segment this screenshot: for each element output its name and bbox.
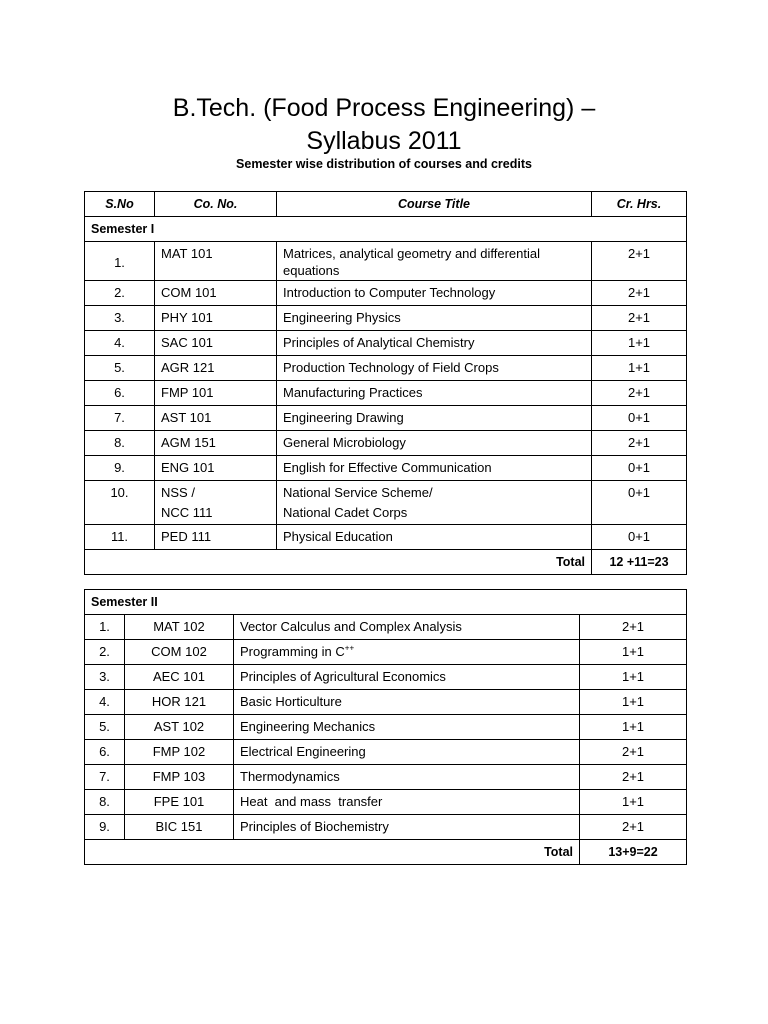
table-row bbox=[85, 740, 687, 765]
row-course-title: General Microbiology bbox=[277, 431, 592, 456]
total-value: 12 +11=23 bbox=[592, 550, 687, 575]
table-row bbox=[85, 431, 687, 456]
row-course-title: Vector Calculus and Complex Analysis bbox=[234, 615, 580, 640]
row-sno: 4. bbox=[85, 331, 155, 356]
header-course-no: Co. No. bbox=[155, 192, 277, 217]
row-course-no: AGR 121 bbox=[155, 356, 277, 381]
document-subtitle: Semester wise distribution of courses and credits bbox=[236, 157, 532, 171]
row-course-title bbox=[277, 481, 592, 525]
row-course-no: FMP 102 bbox=[125, 740, 234, 765]
row-course-no: SAC 101 bbox=[155, 331, 277, 356]
row-credits: 0+1 bbox=[592, 456, 687, 481]
row-course-no-line1: NSS / bbox=[161, 485, 195, 500]
table-row bbox=[85, 525, 687, 550]
row-sno: 9. bbox=[85, 815, 125, 840]
table-row bbox=[85, 331, 687, 356]
header-credit-hours: Cr. Hrs. bbox=[592, 192, 687, 217]
table-row bbox=[85, 356, 687, 381]
total-value: 13+9=22 bbox=[580, 840, 687, 865]
table-row bbox=[85, 615, 687, 640]
row-course-no-line2: NCC 111 bbox=[161, 505, 213, 520]
table-row bbox=[85, 306, 687, 331]
row-course-no: AST 101 bbox=[155, 406, 277, 431]
row-course-title: Production Technology of Field Crops bbox=[277, 356, 592, 381]
row-sno: 5. bbox=[85, 356, 155, 381]
row-course-title-superscript: ++ bbox=[344, 643, 355, 653]
row-course-no: AEC 101 bbox=[125, 665, 234, 690]
row-course-no: BIC 151 bbox=[125, 815, 234, 840]
row-sno: 3. bbox=[85, 306, 155, 331]
semester-heading-row bbox=[85, 590, 687, 615]
semester-1-table bbox=[84, 191, 687, 575]
row-credits: 2+1 bbox=[580, 740, 687, 765]
table-row bbox=[85, 481, 687, 525]
row-sno: 3. bbox=[85, 665, 125, 690]
table-row bbox=[85, 406, 687, 431]
header-sno: S.No bbox=[85, 192, 155, 217]
table-row bbox=[85, 815, 687, 840]
row-credits: 2+1 bbox=[580, 615, 687, 640]
row-course-title-text: Programming in C bbox=[240, 644, 345, 659]
row-sno: 10. bbox=[85, 481, 155, 525]
row-sno: 1. bbox=[85, 615, 125, 640]
total-row bbox=[85, 550, 687, 575]
row-course-title bbox=[234, 640, 580, 665]
row-course-title: Principles of Analytical Chemistry bbox=[277, 331, 592, 356]
row-course-title: Physical Education bbox=[277, 525, 592, 550]
row-sno: 6. bbox=[85, 381, 155, 406]
row-course-title: Heat and mass transfer bbox=[234, 790, 580, 815]
row-course-title: Basic Horticulture bbox=[234, 690, 580, 715]
semester-2-label: Semester II bbox=[85, 590, 687, 615]
row-course-no: FMP 101 bbox=[155, 381, 277, 406]
row-course-title: Engineering Physics bbox=[277, 306, 592, 331]
row-course-no: PED 111 bbox=[155, 525, 277, 550]
row-course-no: COM 102 bbox=[125, 640, 234, 665]
row-course-title: Principles of Biochemistry bbox=[234, 815, 580, 840]
row-course-no: ENG 101 bbox=[155, 456, 277, 481]
row-course-title-line1: National Service Scheme/ bbox=[283, 485, 433, 500]
row-sno: 9. bbox=[85, 456, 155, 481]
row-sno: 8. bbox=[85, 431, 155, 456]
row-credits: 2+1 bbox=[592, 306, 687, 331]
row-sno: 1. bbox=[85, 242, 155, 281]
row-sno: 7. bbox=[85, 765, 125, 790]
row-course-no: MAT 101 bbox=[155, 242, 277, 281]
row-course-title: Manufacturing Practices bbox=[277, 381, 592, 406]
row-course-no: FMP 103 bbox=[125, 765, 234, 790]
row-credits: 1+1 bbox=[592, 356, 687, 381]
row-credits: 1+1 bbox=[580, 690, 687, 715]
semester-2-table bbox=[84, 589, 687, 865]
row-credits: 1+1 bbox=[580, 715, 687, 740]
table-row bbox=[85, 690, 687, 715]
row-credits: 2+1 bbox=[580, 765, 687, 790]
row-course-no: MAT 102 bbox=[125, 615, 234, 640]
row-credits: 2+1 bbox=[592, 431, 687, 456]
table-row bbox=[85, 640, 687, 665]
row-credits: 1+1 bbox=[580, 790, 687, 815]
table-row bbox=[85, 790, 687, 815]
row-sno: 2. bbox=[85, 281, 155, 306]
row-sno: 2. bbox=[85, 640, 125, 665]
table-row bbox=[85, 715, 687, 740]
document-title-line1: B.Tech. (Food Process Engineering) – bbox=[172, 94, 596, 122]
row-credits: 2+1 bbox=[592, 281, 687, 306]
document-title-line2: Syllabus 2011 bbox=[306, 127, 462, 155]
row-credits: 0+1 bbox=[592, 481, 687, 525]
row-credits: 2+1 bbox=[592, 242, 687, 281]
row-sno: 4. bbox=[85, 690, 125, 715]
row-course-title: Thermodynamics bbox=[234, 765, 580, 790]
table-row bbox=[85, 242, 687, 281]
row-course-title: Principles of Agricultural Economics bbox=[234, 665, 580, 690]
total-row bbox=[85, 840, 687, 865]
row-course-title-line2: National Cadet Corps bbox=[283, 505, 408, 520]
row-credits: 2+1 bbox=[580, 815, 687, 840]
row-credits: 0+1 bbox=[592, 525, 687, 550]
row-course-no: AGM 151 bbox=[155, 431, 277, 456]
row-sno: 8. bbox=[85, 790, 125, 815]
row-course-title: Engineering Drawing bbox=[277, 406, 592, 431]
table-row bbox=[85, 281, 687, 306]
row-course-title: Electrical Engineering bbox=[234, 740, 580, 765]
table-row bbox=[85, 381, 687, 406]
semester-heading-row bbox=[85, 217, 687, 242]
row-course-title: Engineering Mechanics bbox=[234, 715, 580, 740]
row-sno: 7. bbox=[85, 406, 155, 431]
table-header-row bbox=[85, 192, 687, 217]
row-sno: 11. bbox=[85, 525, 155, 550]
row-course-title: Introduction to Computer Technology bbox=[277, 281, 592, 306]
semester-1-label: Semester I bbox=[85, 217, 687, 242]
row-sno: 6. bbox=[85, 740, 125, 765]
row-course-no bbox=[155, 481, 277, 525]
row-course-no: PHY 101 bbox=[155, 306, 277, 331]
table-row bbox=[85, 456, 687, 481]
header-course-title: Course Title bbox=[277, 192, 592, 217]
row-course-no: AST 102 bbox=[125, 715, 234, 740]
row-credits: 1+1 bbox=[580, 640, 687, 665]
row-credits: 1+1 bbox=[592, 331, 687, 356]
row-course-title: English for Effective Communication bbox=[277, 456, 592, 481]
row-credits: 0+1 bbox=[592, 406, 687, 431]
total-label: Total bbox=[85, 840, 580, 865]
row-course-no: COM 101 bbox=[155, 281, 277, 306]
table-row bbox=[85, 765, 687, 790]
row-sno: 5. bbox=[85, 715, 125, 740]
table-row bbox=[85, 665, 687, 690]
row-credits: 1+1 bbox=[580, 665, 687, 690]
row-course-no: FPE 101 bbox=[125, 790, 234, 815]
row-course-title: Matrices, analytical geometry and differential equations bbox=[277, 242, 592, 281]
row-course-no: HOR 121 bbox=[125, 690, 234, 715]
row-credits: 2+1 bbox=[592, 381, 687, 406]
total-label: Total bbox=[85, 550, 592, 575]
